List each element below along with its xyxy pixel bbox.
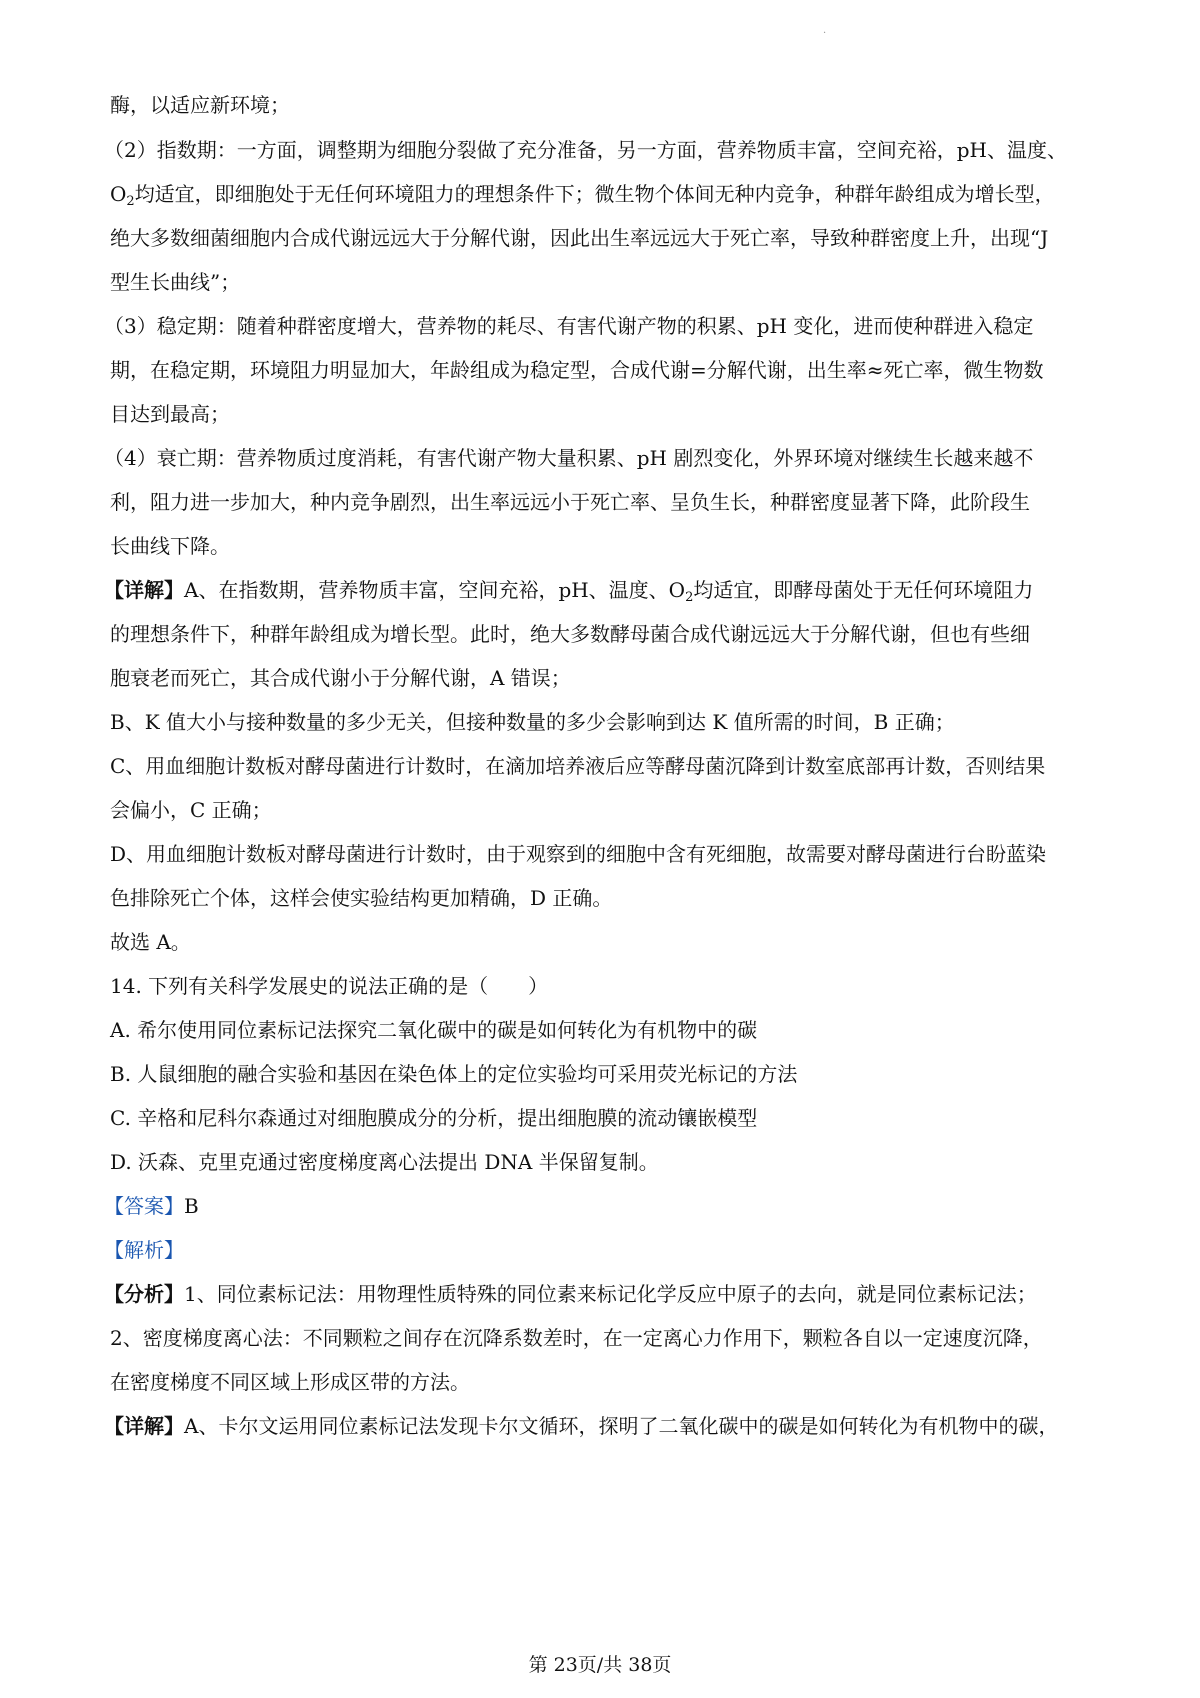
text-line: 色排除死亡个体，这样会使实验结构更加精确，D 正确。 (110, 886, 613, 910)
text-line: 【分析】1、同位素标记法：用物理性质特殊的同位素来标记化学反应中原子的去向，就是同位素标记法； (104, 1282, 1037, 1306)
text-line: D、用血细胞计数板对酵母菌进行计数时，由于观察到的细胞中含有死细胞，故需要对酵母菌进行台盼蓝染 (110, 842, 1047, 866)
text-line: $O_2$均适宜，即细胞处于无任何环境阻力的理想条件下；微生物个体间无种内竞争，种群年龄组成为增长型， (110, 182, 1055, 209)
text-line: 【详解】A、在指数期，营养物质丰富，空间充裕，pH、温度、$O_2$均适宜，即酵母菌处于无任何环境阻力 (104, 578, 1034, 605)
option-d: D. 沃森、克里克通过密度梯度离心法提出 DNA 半保留复制。 (110, 1150, 659, 1174)
text-line: 2、密度梯度离心法：不同颗粒之间存在沉降系数差时，在一定离心力作用下，颗粒各自以一定速度沉降， (110, 1326, 1043, 1350)
text-line: 胞衰老而死亡，其合成代谢小于分解代谢，A 错误； (110, 666, 571, 690)
analysis-tag: 【解析】 (104, 1238, 184, 1262)
text-line: C、用血细胞计数板对酵母菌进行计数时，在滴加培养液后应等酵母菌沉降到计数室底部再计数，否则结果 (110, 754, 1046, 778)
page-footer: 第 23页/共 38页 (528, 1654, 672, 1676)
option-b: B. 人鼠细胞的融合实验和基因在染色体上的定位实验均可采用荧光标记的方法 (110, 1062, 798, 1086)
text-line: 酶，以适应新环境； (110, 93, 290, 117)
formula-o2: $O_2$ (110, 182, 135, 209)
question-14-stem: 14. 下列有关科学发展史的说法正确的是（ ） (110, 974, 549, 998)
text-line: 绝大多数细菌细胞内合成代谢远远大于分解代谢，因此出生率远远大于死亡率，导致种群密度上升，出现“J (110, 226, 1049, 250)
answer-tag: 【答案】 (104, 1194, 184, 1218)
text-line: 目达到最高； (110, 402, 230, 426)
text-line: 故选 A。 (110, 930, 191, 954)
text-line: 会偏小，C 正确； (110, 798, 272, 822)
text-line: 型生长曲线”； (110, 270, 241, 294)
fenxi-tag: 【分析】 (104, 1282, 184, 1306)
text-line: （3）稳定期：随着种群密度增大，营养物的耗尽、有害代谢产物的积累、pH 变化，进而使种群进入稳定 (104, 314, 1034, 338)
analysis-heading (104, 1236, 1094, 1264)
text-line: B、K 值大小与接种数量的多少无关，但接种数量的多少会影响到达 K 值所需的时间，B 正确； (110, 710, 955, 734)
detail-tag: 【详解】 (104, 1414, 184, 1438)
text-line: 的理想条件下，种群年龄组成为增长型。此时，绝大多数酵母菌合成代谢远远大于分解代谢，但也有些细 (110, 622, 1030, 646)
option-c: C. 辛格和尼科尔森通过对细胞膜成分的分析，提出细胞膜的流动镶嵌模型 (110, 1106, 758, 1130)
text-line: 利，阻力进一步加大，种内竞争剧烈，出生率远远小于死亡率、呈负生长，种群密度显著下降，此阶段生 (110, 490, 1030, 514)
text-line: 长曲线下降。 (110, 534, 230, 558)
text-line: 在密度梯度不同区域上形成区带的方法。 (110, 1370, 470, 1394)
detail-tag: 【详解】 (104, 578, 184, 602)
text-line: 期，在稳定期，环境阻力明显加大，年龄组成为稳定型，合成代谢=分解代谢，出生率≈死亡率，微生物数 (110, 358, 1044, 382)
answer-line (104, 1192, 1094, 1220)
page-mark: · (823, 28, 827, 39)
answer-value: B (184, 1194, 199, 1218)
option-a: A. 希尔使用同位素标记法探究二氧化碳中的碳是如何转化为有机物中的碳 (110, 1018, 758, 1042)
text-line: 【详解】A、卡尔文运用同位素标记法发现卡尔文循环，探明了二氧化碳中的碳是如何转化为有机物中的碳， (104, 1414, 1059, 1438)
text-line: （4）衰亡期：营养物质过度消耗，有害代谢产物大量积累、pH 剧烈变化，外界环境对继续生长越来越不 (104, 446, 1034, 470)
text-line: （2）指数期：一方面，调整期为细胞分裂做了充分准备，另一方面，营养物质丰富，空间充裕，pH、温度、 (104, 138, 1067, 162)
